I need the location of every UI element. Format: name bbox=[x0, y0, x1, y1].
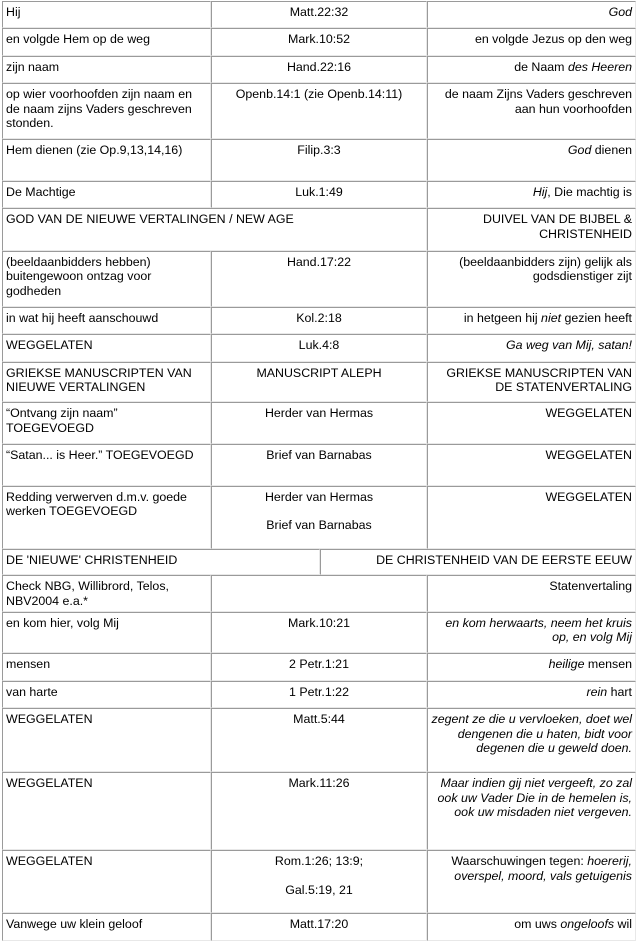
right-text-segment: , Die machtig is bbox=[547, 184, 632, 199]
right-cell bbox=[427, 653, 636, 680]
right-text-segment: de naam Zijns Vaders geschreven aan hun voorhoofden bbox=[444, 87, 632, 116]
reference-line: Rom.1:26; 13:9; bbox=[274, 854, 364, 869]
left-cell: van harte bbox=[2, 681, 211, 708]
right-cell bbox=[427, 1, 636, 28]
line-gap bbox=[215, 504, 423, 518]
reference-cell: Matt.5:44 bbox=[211, 708, 427, 772]
right-text-segment: in hetgeen hij bbox=[463, 310, 542, 325]
right-text-segment: de Naam bbox=[514, 59, 568, 74]
right-text-segment: rein bbox=[586, 684, 608, 699]
reference-cell: 1 Petr.1:22 bbox=[211, 681, 427, 708]
left-cell: op wier voorhoofden zijn naam en de naam zijns Vaders geschreven stonden. bbox=[2, 83, 211, 139]
section-header-left: GOD VAN DE NIEUWE VERTALINGEN / NEW AGE bbox=[2, 208, 427, 251]
right-cell bbox=[427, 251, 636, 307]
right-text-segment: zegent ze die u vervloeken, doet wel dengenen die u haten, bidt voor degenen die u geweld doen. bbox=[431, 712, 632, 756]
reference-cell: Kol.2:18 bbox=[211, 307, 427, 334]
half-header-right bbox=[320, 549, 636, 575]
right-text-segment: DUIVEL VAN DE BIJBEL & CHRISTENHEID bbox=[483, 212, 632, 241]
right-text-segment: en volgde Jezus op den weg bbox=[474, 32, 632, 47]
right-cell bbox=[427, 139, 636, 181]
section-header-right bbox=[427, 208, 636, 251]
reference-cell: 2 Petr.1:21 bbox=[211, 653, 427, 680]
right-cell bbox=[427, 575, 636, 612]
right-cell bbox=[427, 181, 636, 208]
right-text-segment: Statenvertaling bbox=[549, 579, 632, 594]
right-cell bbox=[427, 850, 636, 913]
right-cell bbox=[427, 334, 636, 361]
table-row bbox=[2, 56, 636, 83]
left-cell: en kom hier, volg Mij bbox=[2, 612, 211, 654]
table-row bbox=[2, 139, 636, 181]
reference-cell: Hand.22:16 bbox=[211, 56, 427, 83]
table-row bbox=[2, 549, 636, 575]
right-text-segment: en kom herwaarts, neem het kruis op, en volg Mij bbox=[445, 615, 632, 645]
right-cell bbox=[427, 486, 636, 549]
left-cell: mensen bbox=[2, 653, 211, 680]
table-row bbox=[2, 208, 636, 251]
right-text-segment: dienen bbox=[591, 143, 632, 158]
left-cell: Check NBG, Willibrord, Telos, NBV2004 e.a.* bbox=[2, 575, 211, 612]
table-row bbox=[2, 575, 636, 612]
reference-line: Gal.5:19, 21 bbox=[285, 882, 353, 897]
right-text-segment: mensen bbox=[584, 657, 632, 672]
right-text-segment: Ga weg van Mij, satan! bbox=[505, 338, 632, 353]
table-row bbox=[2, 1, 636, 28]
table-row bbox=[2, 251, 636, 307]
right-text-segment: Hij bbox=[532, 184, 548, 199]
reference-cell: Matt.22:32 bbox=[211, 1, 427, 28]
right-cell bbox=[427, 307, 636, 334]
left-cell: en volgde Hem op de weg bbox=[2, 28, 211, 55]
left-cell: WEGGELATEN bbox=[2, 334, 211, 361]
right-cell bbox=[427, 708, 636, 772]
reference-cell: Luk.1:49 bbox=[211, 181, 427, 208]
left-cell: Redding verwerven d.m.v. goede werken TOEGEVOEGD bbox=[2, 486, 211, 549]
right-text-segment: WEGGELATEN bbox=[545, 489, 632, 504]
left-cell: WEGGELATEN bbox=[2, 772, 211, 850]
right-text-segment: gezien heeft bbox=[561, 310, 632, 325]
reference-cell: Mark.10:52 bbox=[211, 28, 427, 55]
reference-line: Brief van Barnabas bbox=[266, 518, 372, 533]
left-cell: (beeldaanbidders hebben) buitengewoon ontzag voor godheden bbox=[2, 251, 211, 307]
table-row bbox=[2, 708, 636, 772]
reference-cell: Matt.17:20 bbox=[211, 913, 427, 941]
reference-cell: Hand.17:22 bbox=[211, 251, 427, 307]
left-cell: Vanwege uw klein geloof bbox=[2, 913, 211, 941]
table-row bbox=[2, 612, 636, 654]
right-cell bbox=[427, 612, 636, 654]
table-row bbox=[2, 402, 636, 444]
right-cell bbox=[427, 772, 636, 850]
left-cell: Hij bbox=[2, 1, 211, 28]
reference-cell: MANUSCRIPT ALEPH bbox=[211, 362, 427, 403]
left-cell: De Machtige bbox=[2, 181, 211, 208]
reference-cell: Brief van Barnabas bbox=[211, 444, 427, 486]
left-cell: “Ontvang zijn naam” TOEGEVOEGD bbox=[2, 402, 211, 444]
table-row bbox=[2, 913, 636, 941]
left-cell: zijn naam bbox=[2, 56, 211, 83]
right-text-segment: hoererij, overspel, moord, vals getuigenis bbox=[454, 854, 632, 883]
right-text-segment: GRIEKSE MANUSCRIPTEN VAN DE STATENVERTALING bbox=[446, 365, 632, 395]
reference-cell bbox=[211, 486, 427, 549]
reference-line: Herder van Hermas bbox=[264, 489, 374, 504]
right-text-segment: om uws bbox=[514, 917, 561, 932]
table-row bbox=[2, 307, 636, 334]
left-cell: Hem dienen (zie Op.9,13,14,16) bbox=[2, 139, 211, 181]
table-row bbox=[2, 681, 636, 708]
right-cell bbox=[427, 83, 636, 139]
right-text-segment: WEGGELATEN bbox=[545, 406, 632, 421]
right-text-segment: ongeloofs bbox=[560, 917, 615, 932]
right-text-segment: heilige bbox=[548, 657, 585, 672]
right-text-segment: (beeldaanbidders zijn) gelijk als godsdienstiger zijt bbox=[459, 254, 632, 284]
reference-cell bbox=[211, 850, 427, 913]
right-cell bbox=[427, 402, 636, 444]
left-cell: GRIEKSE MANUSCRIPTEN VAN NIEUWE VERTALINGEN bbox=[2, 362, 211, 403]
reference-cell bbox=[211, 575, 427, 612]
right-cell bbox=[427, 913, 636, 941]
table-row bbox=[2, 486, 636, 549]
table-row bbox=[2, 850, 636, 913]
reference-cell: Openb.14:1 (zie Openb.14:11) bbox=[211, 83, 427, 139]
right-text-segment: hart bbox=[607, 684, 632, 699]
right-text-segment: wil bbox=[614, 917, 632, 932]
table-row bbox=[2, 28, 636, 55]
table-row bbox=[2, 444, 636, 486]
table-row bbox=[2, 181, 636, 208]
right-text-segment: des Heeren bbox=[567, 59, 632, 74]
right-cell bbox=[427, 444, 636, 486]
left-cell: WEGGELATEN bbox=[2, 850, 211, 913]
half-header-left: DE 'NIEUWE' CHRISTENHEID bbox=[2, 549, 320, 575]
table-row bbox=[2, 83, 636, 139]
left-cell: “Satan... is Heer.” TOEGEVOEGD bbox=[2, 444, 211, 486]
reference-cell: Herder van Hermas bbox=[211, 402, 427, 444]
comparison-table bbox=[2, 1, 636, 941]
line-gap bbox=[215, 869, 423, 883]
reference-cell: Luk.4:8 bbox=[211, 334, 427, 361]
table-row bbox=[2, 362, 636, 403]
right-text-segment: Maar indien gij niet vergeeft, zo zal ook uw Vader Die in de hemelen is, ook uw misdaden niet vergeven. bbox=[437, 776, 632, 820]
right-cell bbox=[427, 681, 636, 708]
table-row bbox=[2, 653, 636, 680]
right-text-segment: DE CHRISTENHEID VAN DE EERSTE EEUW bbox=[376, 552, 632, 567]
left-cell: WEGGELATEN bbox=[2, 708, 211, 772]
reference-cell: Mark.11:26 bbox=[211, 772, 427, 850]
right-text-segment: God bbox=[567, 143, 592, 158]
right-text-segment: WEGGELATEN bbox=[545, 448, 632, 463]
table-row bbox=[2, 334, 636, 361]
right-cell bbox=[427, 28, 636, 55]
right-cell bbox=[427, 56, 636, 83]
left-cell: in wat hij heeft aanschouwd bbox=[2, 307, 211, 334]
right-cell bbox=[427, 362, 636, 403]
reference-cell: Mark.10:21 bbox=[211, 612, 427, 654]
right-text-segment: Waarschuwingen tegen: bbox=[451, 854, 588, 869]
table-row bbox=[2, 772, 636, 850]
right-text-segment: niet bbox=[541, 310, 562, 325]
reference-cell: Filip.3:3 bbox=[211, 139, 427, 181]
right-text-segment: God bbox=[608, 5, 632, 19]
